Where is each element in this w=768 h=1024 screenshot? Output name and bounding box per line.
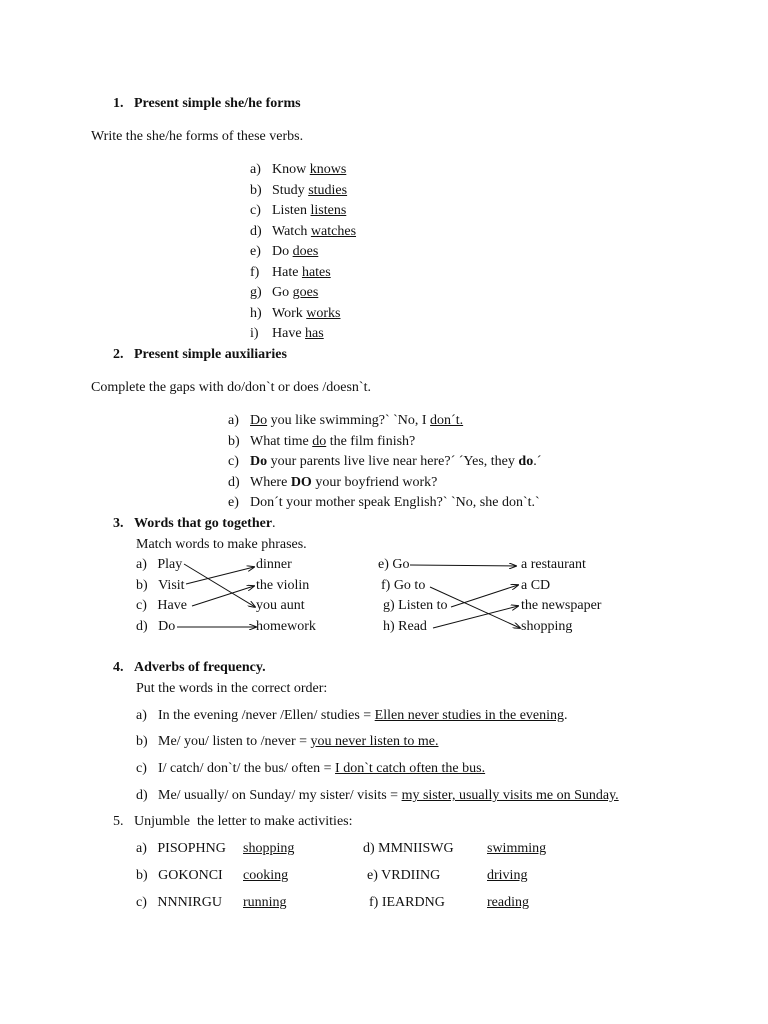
list-item: i) Have has [250, 326, 324, 341]
match-left-target: you aunt [256, 598, 305, 613]
answer: does [292, 244, 319, 259]
arrow-line [410, 565, 516, 566]
list-item: a) In the evening /never /Ellen/ studies = Ellen never studies in the evening. [136, 708, 568, 723]
list-item: a) Do you like swimming?` `No, I don´t. [228, 413, 464, 428]
match-left-word: b) Visit [136, 578, 185, 593]
list-item: c) I/ catch/ don`t/ the bus/ often = I don`t catch often the bus. [136, 761, 486, 776]
list-item: g) Go goes [250, 285, 319, 300]
list-item: d) Me/ usually/ on Sunday/ my sister/ visits = my sister, usually visits me on Sunday. [136, 788, 619, 803]
section-1-title: 1. Present simple she/he forms [113, 96, 301, 111]
match-left-word: d) Do [136, 619, 176, 634]
section-4-title: 4. Adverbs of frequency. [113, 660, 266, 675]
list-item: c) Do your parents live live near here?´ ´Yes, they do.´ [228, 454, 542, 469]
match-right-target: shopping [521, 619, 573, 634]
answer: running [243, 895, 287, 910]
arrow-line [192, 586, 254, 606]
section-3-instruction: Match words to make phrases. [136, 537, 307, 552]
match-left-target: homework [256, 619, 316, 634]
match-left-target: dinner [256, 557, 292, 572]
answer: reading [487, 895, 529, 910]
jumbled-word: f) IEARDNG [369, 895, 445, 910]
list-item: b) Me/ you/ listen to /never = you never listen to me. [136, 734, 439, 749]
answer: hates [301, 265, 331, 280]
list-item: c) Listen listens [250, 203, 347, 218]
match-right-word: g) Listen to [383, 598, 448, 613]
list-item: e) Do does [250, 244, 319, 259]
answer: cooking [243, 868, 289, 883]
match-right-word: e) Go [378, 557, 410, 572]
answer: shopping [243, 841, 295, 856]
list-item: b) Study studies [250, 183, 348, 198]
answer: knows [309, 162, 347, 177]
section-3-title: 3. Words that go together. [113, 516, 276, 531]
match-left-word: a) Play [136, 557, 183, 572]
match-right-target: a restaurant [521, 557, 586, 572]
answer: swimming [487, 841, 547, 856]
list-item: d) Where DO your boyfriend work? [228, 475, 438, 490]
list-item: b) What time do the film finish? [228, 434, 416, 449]
answer: studies [308, 183, 348, 198]
list-item: h) Work works [250, 306, 341, 321]
arrow-line [184, 564, 255, 607]
section-2-title: 2. Present simple auxiliaries [113, 347, 287, 362]
section-2-instruction: Complete the gaps with do/don`t or does /doesn`t. [91, 380, 371, 395]
section-1-instruction: Write the she/he forms of these verbs. [91, 129, 304, 144]
list-item: f) Hate hates [250, 265, 331, 280]
answer: listens [310, 203, 347, 218]
match-right-target: a CD [521, 578, 551, 593]
match-right-target: the newspaper [521, 598, 602, 613]
match-left-word: c) Have [136, 598, 187, 613]
answer: has [305, 326, 324, 341]
match-left-target: the violin [256, 578, 310, 593]
match-right-word: h) Read [383, 619, 427, 634]
match-right-word: f) Go to [381, 578, 426, 593]
jumbled-word: c) NNNIRGU [136, 895, 222, 910]
jumbled-word: e) VRDIING [367, 868, 441, 883]
jumbled-word: b) GOKONCI [136, 868, 223, 883]
list-item: a) Know knows [250, 162, 347, 177]
arrow-line [451, 585, 518, 607]
jumbled-word: a) PISOPHNG [136, 841, 226, 856]
list-item: d) Watch watches [250, 224, 357, 239]
list-item: e) Don´t your mother speak English?` `No, she don`t.` [228, 495, 540, 510]
section-5-title: 5. Unjumble the letter to make activities: [113, 814, 353, 829]
answer: watches [310, 224, 357, 239]
answer: works [306, 306, 341, 321]
answer: driving [487, 868, 528, 883]
arrow-line [186, 567, 254, 584]
answer: goes [292, 285, 319, 300]
section-4-instruction: Put the words in the correct order: [136, 681, 328, 696]
jumbled-word: d) MMNIISWG [363, 841, 454, 856]
